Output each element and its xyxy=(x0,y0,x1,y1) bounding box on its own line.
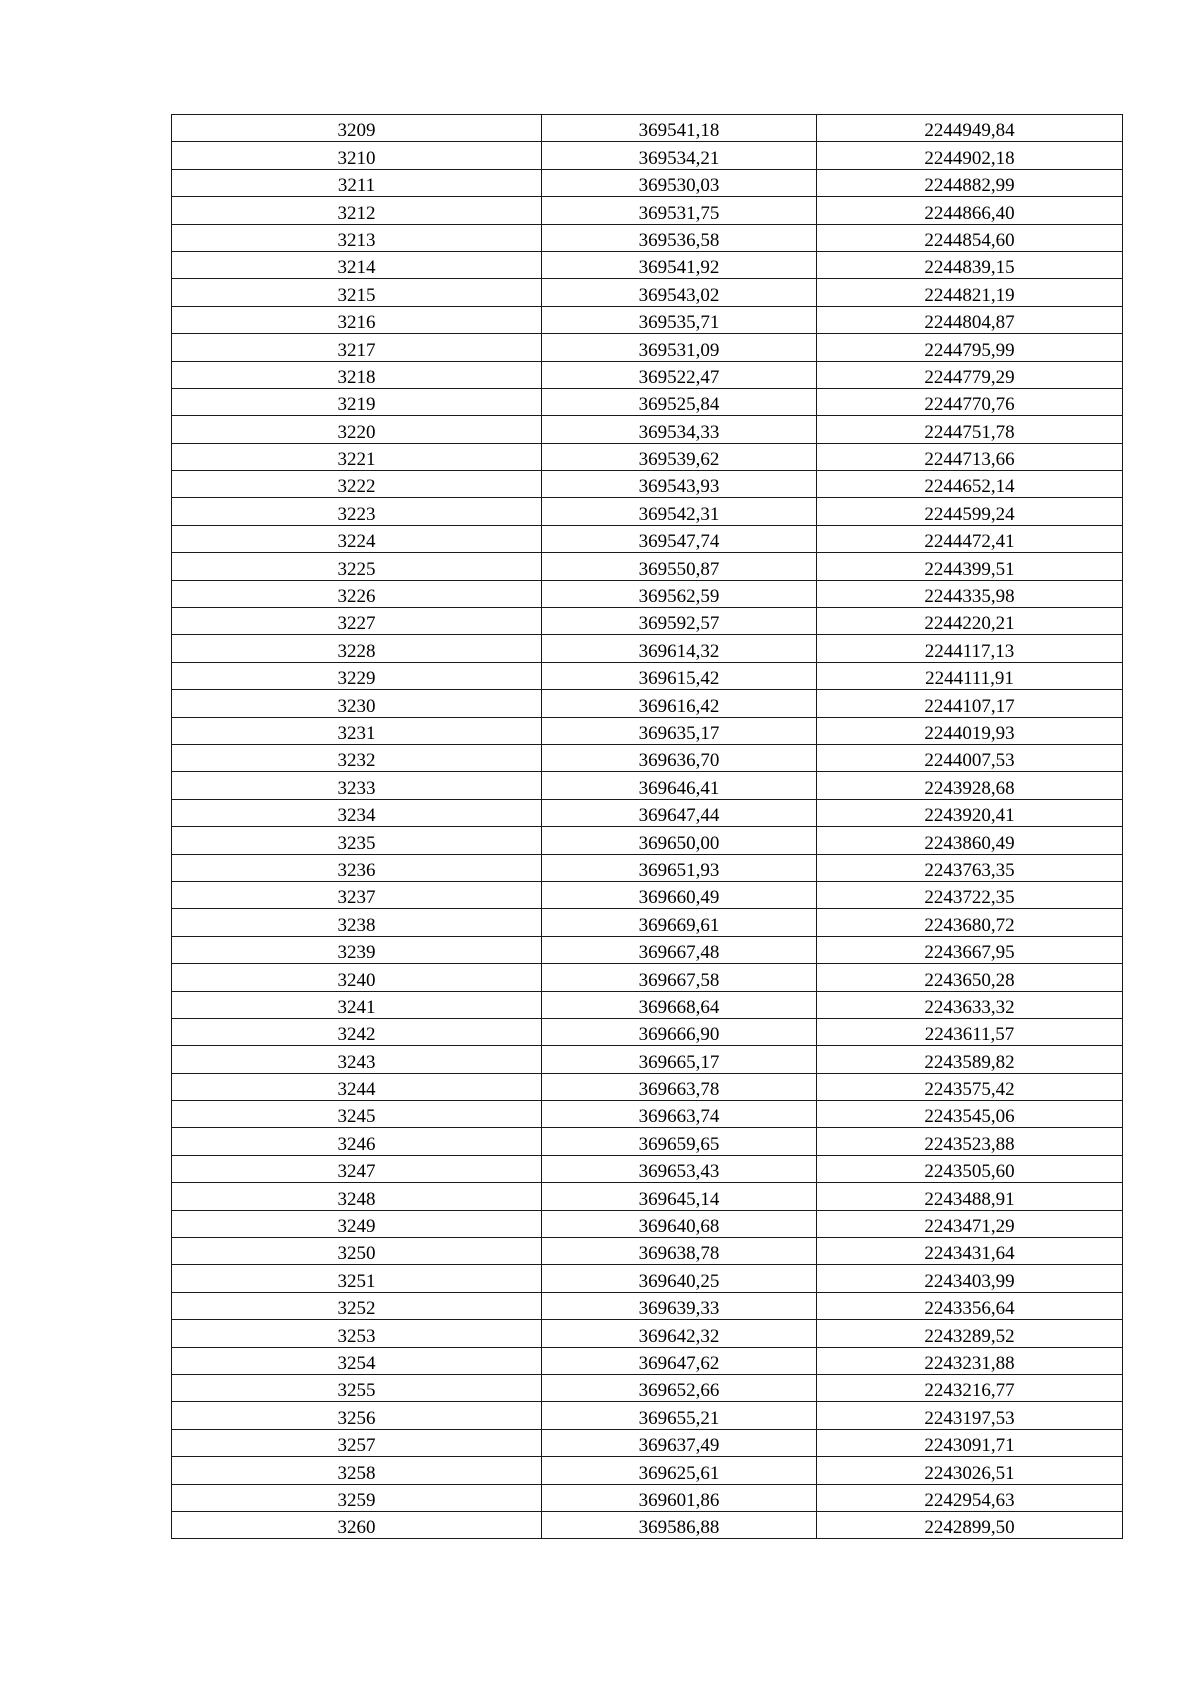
y-coordinate-cell: 2244111,91 xyxy=(817,662,1123,689)
point-number-cell: 3257 xyxy=(172,1429,542,1456)
y-coordinate-cell: 2244335,98 xyxy=(817,580,1123,607)
x-coordinate-cell: 369525,84 xyxy=(542,388,817,415)
y-coordinate-cell: 2243860,49 xyxy=(817,827,1123,854)
point-number-cell: 3230 xyxy=(172,690,542,717)
point-number-cell: 3235 xyxy=(172,827,542,854)
point-number-cell: 3255 xyxy=(172,1374,542,1401)
point-number-cell: 3217 xyxy=(172,334,542,361)
y-coordinate-cell: 2244902,18 xyxy=(817,142,1123,169)
x-coordinate-cell: 369541,18 xyxy=(542,115,817,142)
table-row xyxy=(172,471,1123,498)
x-coordinate-cell: 369663,74 xyxy=(542,1101,817,1128)
table-row xyxy=(172,827,1123,854)
x-coordinate-cell: 369666,90 xyxy=(542,1018,817,1045)
y-coordinate-cell: 2244472,41 xyxy=(817,525,1123,552)
x-coordinate-cell: 369586,88 xyxy=(542,1511,817,1538)
table-row xyxy=(172,1183,1123,1210)
x-coordinate-cell: 369647,44 xyxy=(542,799,817,826)
table-row xyxy=(172,799,1123,826)
table-row xyxy=(172,1210,1123,1237)
table-row xyxy=(172,580,1123,607)
y-coordinate-cell: 2243505,60 xyxy=(817,1155,1123,1182)
y-coordinate-cell: 2243680,72 xyxy=(817,909,1123,936)
table-row xyxy=(172,744,1123,771)
x-coordinate-cell: 369663,78 xyxy=(542,1073,817,1100)
table-row xyxy=(172,115,1123,142)
x-coordinate-cell: 369547,74 xyxy=(542,525,817,552)
y-coordinate-cell: 2243667,95 xyxy=(817,936,1123,963)
table-row xyxy=(172,443,1123,470)
point-number-cell: 3259 xyxy=(172,1484,542,1511)
y-coordinate-cell: 2243216,77 xyxy=(817,1374,1123,1401)
table-row xyxy=(172,772,1123,799)
point-number-cell: 3248 xyxy=(172,1183,542,1210)
table-row xyxy=(172,1128,1123,1155)
x-coordinate-cell: 369616,42 xyxy=(542,690,817,717)
y-coordinate-cell: 2243197,53 xyxy=(817,1402,1123,1429)
y-coordinate-cell: 2243763,35 xyxy=(817,854,1123,881)
table-row xyxy=(172,1265,1123,1292)
table-row xyxy=(172,854,1123,881)
point-number-cell: 3253 xyxy=(172,1320,542,1347)
y-coordinate-cell: 2243356,64 xyxy=(817,1292,1123,1319)
y-coordinate-cell: 2244779,29 xyxy=(817,361,1123,388)
table-row xyxy=(172,1292,1123,1319)
x-coordinate-cell: 369550,87 xyxy=(542,553,817,580)
y-coordinate-cell: 2244007,53 xyxy=(817,744,1123,771)
coordinates-table xyxy=(171,114,1123,1539)
table-row xyxy=(172,1457,1123,1484)
point-number-cell: 3237 xyxy=(172,881,542,908)
x-coordinate-cell: 369601,86 xyxy=(542,1484,817,1511)
table-row xyxy=(172,1320,1123,1347)
y-coordinate-cell: 2244019,93 xyxy=(817,717,1123,744)
point-number-cell: 3226 xyxy=(172,580,542,607)
point-number-cell: 3254 xyxy=(172,1347,542,1374)
x-coordinate-cell: 369636,70 xyxy=(542,744,817,771)
y-coordinate-cell: 2244220,21 xyxy=(817,608,1123,635)
table-row xyxy=(172,169,1123,196)
table-row xyxy=(172,991,1123,1018)
x-coordinate-cell: 369650,00 xyxy=(542,827,817,854)
point-number-cell: 3245 xyxy=(172,1101,542,1128)
x-coordinate-cell: 369635,17 xyxy=(542,717,817,744)
table-row xyxy=(172,1511,1123,1538)
y-coordinate-cell: 2244399,51 xyxy=(817,553,1123,580)
point-number-cell: 3250 xyxy=(172,1238,542,1265)
x-coordinate-cell: 369659,65 xyxy=(542,1128,817,1155)
point-number-cell: 3252 xyxy=(172,1292,542,1319)
point-number-cell: 3214 xyxy=(172,251,542,278)
table-row xyxy=(172,525,1123,552)
point-number-cell: 3251 xyxy=(172,1265,542,1292)
y-coordinate-cell: 2243471,29 xyxy=(817,1210,1123,1237)
y-coordinate-cell: 2243650,28 xyxy=(817,964,1123,991)
y-coordinate-cell: 2243231,88 xyxy=(817,1347,1123,1374)
x-coordinate-cell: 369534,33 xyxy=(542,416,817,443)
table-row xyxy=(172,1347,1123,1374)
point-number-cell: 3233 xyxy=(172,772,542,799)
x-coordinate-cell: 369531,75 xyxy=(542,197,817,224)
table-row xyxy=(172,909,1123,936)
x-coordinate-cell: 369667,48 xyxy=(542,936,817,963)
point-number-cell: 3228 xyxy=(172,635,542,662)
x-coordinate-cell: 369639,33 xyxy=(542,1292,817,1319)
point-number-cell: 3212 xyxy=(172,197,542,224)
y-coordinate-cell: 2244866,40 xyxy=(817,197,1123,224)
y-coordinate-cell: 2243611,57 xyxy=(817,1018,1123,1045)
point-number-cell: 3244 xyxy=(172,1073,542,1100)
table-row xyxy=(172,306,1123,333)
x-coordinate-cell: 369536,58 xyxy=(542,224,817,251)
y-coordinate-cell: 2243026,51 xyxy=(817,1457,1123,1484)
point-number-cell: 3258 xyxy=(172,1457,542,1484)
y-coordinate-cell: 2243722,35 xyxy=(817,881,1123,908)
point-number-cell: 3243 xyxy=(172,1046,542,1073)
y-coordinate-cell: 2244821,19 xyxy=(817,279,1123,306)
y-coordinate-cell: 2243091,71 xyxy=(817,1429,1123,1456)
x-coordinate-cell: 369534,21 xyxy=(542,142,817,169)
table-row xyxy=(172,1429,1123,1456)
table-row xyxy=(172,224,1123,251)
x-coordinate-cell: 369562,59 xyxy=(542,580,817,607)
y-coordinate-cell: 2243403,99 xyxy=(817,1265,1123,1292)
point-number-cell: 3247 xyxy=(172,1155,542,1182)
table-row xyxy=(172,251,1123,278)
y-coordinate-cell: 2243431,64 xyxy=(817,1238,1123,1265)
x-coordinate-cell: 369646,41 xyxy=(542,772,817,799)
table-row xyxy=(172,197,1123,224)
table-row xyxy=(172,662,1123,689)
table-row xyxy=(172,936,1123,963)
x-coordinate-cell: 369660,49 xyxy=(542,881,817,908)
point-number-cell: 3211 xyxy=(172,169,542,196)
table-body xyxy=(172,115,1123,1539)
x-coordinate-cell: 369653,43 xyxy=(542,1155,817,1182)
table-row xyxy=(172,1073,1123,1100)
point-number-cell: 3210 xyxy=(172,142,542,169)
point-number-cell: 3213 xyxy=(172,224,542,251)
y-coordinate-cell: 2244804,87 xyxy=(817,306,1123,333)
point-number-cell: 3220 xyxy=(172,416,542,443)
y-coordinate-cell: 2243633,32 xyxy=(817,991,1123,1018)
table-row xyxy=(172,964,1123,991)
point-number-cell: 3222 xyxy=(172,471,542,498)
x-coordinate-cell: 369665,17 xyxy=(542,1046,817,1073)
y-coordinate-cell: 2243289,52 xyxy=(817,1320,1123,1347)
point-number-cell: 3229 xyxy=(172,662,542,689)
y-coordinate-cell: 2244882,99 xyxy=(817,169,1123,196)
table-row xyxy=(172,1402,1123,1429)
point-number-cell: 3223 xyxy=(172,498,542,525)
table-row xyxy=(172,279,1123,306)
x-coordinate-cell: 369543,02 xyxy=(542,279,817,306)
x-coordinate-cell: 369539,62 xyxy=(542,443,817,470)
table-row xyxy=(172,553,1123,580)
x-coordinate-cell: 369637,49 xyxy=(542,1429,817,1456)
x-coordinate-cell: 369625,61 xyxy=(542,1457,817,1484)
point-number-cell: 3219 xyxy=(172,388,542,415)
x-coordinate-cell: 369638,78 xyxy=(542,1238,817,1265)
x-coordinate-cell: 369530,03 xyxy=(542,169,817,196)
x-coordinate-cell: 369669,61 xyxy=(542,909,817,936)
y-coordinate-cell: 2244652,14 xyxy=(817,471,1123,498)
y-coordinate-cell: 2244770,76 xyxy=(817,388,1123,415)
y-coordinate-cell: 2242954,63 xyxy=(817,1484,1123,1511)
point-number-cell: 3241 xyxy=(172,991,542,1018)
y-coordinate-cell: 2244839,15 xyxy=(817,251,1123,278)
point-number-cell: 3234 xyxy=(172,799,542,826)
x-coordinate-cell: 369535,71 xyxy=(542,306,817,333)
table-row xyxy=(172,1101,1123,1128)
x-coordinate-cell: 369640,68 xyxy=(542,1210,817,1237)
x-coordinate-cell: 369531,09 xyxy=(542,334,817,361)
y-coordinate-cell: 2243545,06 xyxy=(817,1101,1123,1128)
table-row xyxy=(172,608,1123,635)
point-number-cell: 3246 xyxy=(172,1128,542,1155)
point-number-cell: 3224 xyxy=(172,525,542,552)
x-coordinate-cell: 369647,62 xyxy=(542,1347,817,1374)
x-coordinate-cell: 369541,92 xyxy=(542,251,817,278)
y-coordinate-cell: 2244713,66 xyxy=(817,443,1123,470)
table-row xyxy=(172,1374,1123,1401)
x-coordinate-cell: 369655,21 xyxy=(542,1402,817,1429)
y-coordinate-cell: 2244599,24 xyxy=(817,498,1123,525)
y-coordinate-cell: 2243575,42 xyxy=(817,1073,1123,1100)
point-number-cell: 3256 xyxy=(172,1402,542,1429)
point-number-cell: 3238 xyxy=(172,909,542,936)
y-coordinate-cell: 2244949,84 xyxy=(817,115,1123,142)
y-coordinate-cell: 2244107,17 xyxy=(817,690,1123,717)
table-row xyxy=(172,635,1123,662)
table-row xyxy=(172,717,1123,744)
table-row xyxy=(172,1238,1123,1265)
table-row xyxy=(172,881,1123,908)
point-number-cell: 3260 xyxy=(172,1511,542,1538)
y-coordinate-cell: 2243589,82 xyxy=(817,1046,1123,1073)
x-coordinate-cell: 369651,93 xyxy=(542,854,817,881)
point-number-cell: 3249 xyxy=(172,1210,542,1237)
x-coordinate-cell: 369592,57 xyxy=(542,608,817,635)
y-coordinate-cell: 2244795,99 xyxy=(817,334,1123,361)
point-number-cell: 3218 xyxy=(172,361,542,388)
x-coordinate-cell: 369668,64 xyxy=(542,991,817,1018)
y-coordinate-cell: 2244854,60 xyxy=(817,224,1123,251)
point-number-cell: 3225 xyxy=(172,553,542,580)
y-coordinate-cell: 2242899,50 xyxy=(817,1511,1123,1538)
point-number-cell: 3215 xyxy=(172,279,542,306)
point-number-cell: 3209 xyxy=(172,115,542,142)
x-coordinate-cell: 369522,47 xyxy=(542,361,817,388)
y-coordinate-cell: 2243920,41 xyxy=(817,799,1123,826)
table-row xyxy=(172,1484,1123,1511)
y-coordinate-cell: 2243928,68 xyxy=(817,772,1123,799)
y-coordinate-cell: 2244751,78 xyxy=(817,416,1123,443)
point-number-cell: 3216 xyxy=(172,306,542,333)
point-number-cell: 3240 xyxy=(172,964,542,991)
x-coordinate-cell: 369652,66 xyxy=(542,1374,817,1401)
x-coordinate-cell: 369642,32 xyxy=(542,1320,817,1347)
table-row xyxy=(172,1155,1123,1182)
x-coordinate-cell: 369667,58 xyxy=(542,964,817,991)
y-coordinate-cell: 2243488,91 xyxy=(817,1183,1123,1210)
x-coordinate-cell: 369543,93 xyxy=(542,471,817,498)
table-row xyxy=(172,498,1123,525)
x-coordinate-cell: 369615,42 xyxy=(542,662,817,689)
point-number-cell: 3231 xyxy=(172,717,542,744)
point-number-cell: 3239 xyxy=(172,936,542,963)
x-coordinate-cell: 369640,25 xyxy=(542,1265,817,1292)
x-coordinate-cell: 369614,32 xyxy=(542,635,817,662)
table-row xyxy=(172,416,1123,443)
point-number-cell: 3221 xyxy=(172,443,542,470)
point-number-cell: 3236 xyxy=(172,854,542,881)
table-row xyxy=(172,361,1123,388)
table-row xyxy=(172,388,1123,415)
x-coordinate-cell: 369542,31 xyxy=(542,498,817,525)
table-row xyxy=(172,334,1123,361)
point-number-cell: 3227 xyxy=(172,608,542,635)
y-coordinate-cell: 2244117,13 xyxy=(817,635,1123,662)
table-row xyxy=(172,142,1123,169)
table-row xyxy=(172,1018,1123,1045)
point-number-cell: 3242 xyxy=(172,1018,542,1045)
y-coordinate-cell: 2243523,88 xyxy=(817,1128,1123,1155)
point-number-cell: 3232 xyxy=(172,744,542,771)
x-coordinate-cell: 369645,14 xyxy=(542,1183,817,1210)
table-row xyxy=(172,690,1123,717)
table-row xyxy=(172,1046,1123,1073)
